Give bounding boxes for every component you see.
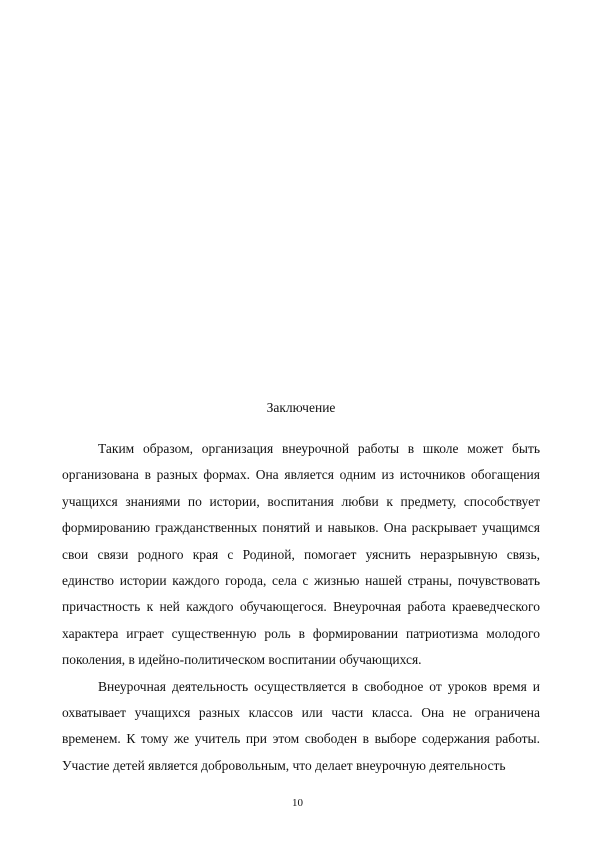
paragraph: Внеурочная деятельность осуществляется в свободное от уроков время и охватывает учащихся разных классов или части класса. Она не ограничена временем. К тому же учитель при этом свободен в выборе содержания работы. Участие детей является добровольным, что делает внеурочную деятельность [62,678,540,773]
section-heading: Заключение [266,400,336,415]
body-text [62,436,540,779]
page-number: 10 [292,797,303,809]
paragraph: Таким образом, организация внеурочной работы в школе может быть организована в разных формах. Она является одним из источников обогащения учащихся знаниями по истории, воспитания любви к предмету, способствует формированию гражданственных понятий и навыков. Она раскрывает учащимся свои связи родного края с Родиной, помогает уяснить неразрывную связь, единство истории каждого города, села с жизнью нашей страны, почувствовать причастность к ней каждого обучающегося. Внеурочная работа краеведческого характера играет существенную роль в формировании патриотизма молодого поколения, в идейно-политическом воспитании обучающихся. [62,441,540,668]
